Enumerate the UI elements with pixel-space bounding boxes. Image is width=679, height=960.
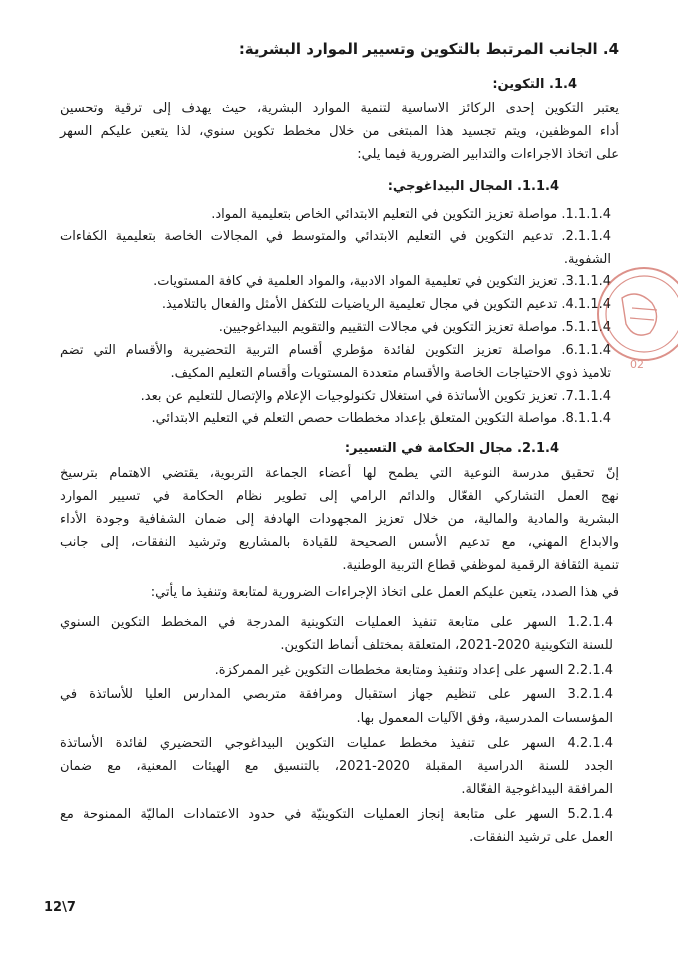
action-item-3: 3.2.1.4 السهر على تنظيم جهاز استقبال ومرافقة متربصي المدارس العليا للأساتذة في — [60, 687, 613, 702]
section-2-1-4-title: 2.1.4. مجال الحكامة في التسيير: — [344, 441, 559, 456]
main-heading: 4. الجانب المرتبط بالتكوين وتسيير الموارد البشرية: — [238, 40, 619, 58]
action-item-1-cont: للسنة التكوينية 2020-2021، المتعلقة بمختلف أنماط التكوين. — [280, 638, 613, 653]
page-number: 12\7 — [44, 900, 76, 915]
pedagogy-item-2-cont: الشفوية. — [563, 252, 611, 267]
action-item-4-cont: الجدد للسنة الدراسية المقبلة 2020-2021، بالتنسيق مع الهيئات المعنية، مع ضمان — [60, 759, 614, 774]
action-item-5: 5.2.1.4 السهر على متابعة إنجاز العمليات التكوينيّة في حدود الاعتمادات الماليّة الممنوحة مع — [60, 807, 613, 822]
governance-line-3: البشرية والمادية والمالية، من خلال تعزيز المجهودات الهادفة إلى ضمان الشفافية وجودة الأداء — [60, 512, 619, 527]
pedagogy-item-7: 7.1.1.4. تعزيز تكوين الأساتذة في استغلال تكنولوجيات الإعلام والإتصال للتعليم عن بعد. — [140, 389, 611, 404]
governance-line-5: تنمية الثقافة الرقمية لموظفي قطاع التربية الوطنية. — [342, 558, 619, 573]
intro-line-2: أداء الموظفين، ويتم تجسيد هذا المبتغى من خلال مخطط تكوين سنوي، لذا يتعين عليكم السهر — [60, 124, 619, 139]
action-item-4-end: المرافقة البيداغوجية الفعّالة. — [461, 782, 613, 797]
pedagogy-item-6: 6.1.1.4. مواصلة تعزيز التكوين لفائدة مؤطري أقسام التربية التحضيرية والأقسام التي تضم — [60, 343, 611, 358]
governance-line-1: إنّ تحقيق مدرسة النوعية التي يطمح لها أعضاء الجماعة التربوية، يقتضي الاهتمام بترسيخ — [60, 466, 619, 481]
action-item-5-cont: العمل على ترشيد النفقات. — [469, 830, 613, 845]
governance-line-4: والابداع المهني، مع تدعيم الأسس الصحيحة للقيادة بالمشاريع وترشيد النفقات، إلى جانب — [60, 535, 619, 550]
official-stamp-icon — [582, 258, 678, 378]
action-item-3-cont: المؤسسات المدرسية، وفق الآليات المعمول بها. — [356, 711, 613, 726]
pedagogy-item-5: 5.1.1.4. مواصلة تعزيز التكوين في مجالات التقييم والتقويم البيداغوجيين. — [218, 320, 611, 335]
section-1-1-4-title: 1.1.4. المجال البيداغوجي: — [387, 179, 559, 194]
pedagogy-item-3: 3.1.1.4. تعزيز التكوين في تعليمية المواد الادبية، والمواد العلمية في كافة المستويات. — [153, 274, 611, 289]
pedagogy-item-1: 1.1.1.4. مواصلة تعزيز التكوين في التعليم الابتدائي الخاص بتعليمية المواد. — [211, 207, 611, 222]
pedagogy-item-2: 2.1.1.4. تدعيم التكوين في التعليم الابتدائي والمتوسط في المجالات الخاصة بتعليمية الكفاءات — [60, 229, 611, 244]
stamp-number: 02 — [630, 358, 644, 371]
pedagogy-item-4: 4.1.1.4. تدعيم التكوين في مجال تعليمية الرياضيات للتكفل الأمثل والفعال بالتلاميذ. — [161, 297, 611, 312]
context-line: في هذا الصدد، يتعين عليكم العمل على اتخاذ الإجراءات الضرورية لمتابعة وتنفيذ ما يأتي: — [150, 585, 619, 600]
governance-line-2: نهج العمل التشاركي الفعّال والدائم الرامي إلى تطوير نظام الحكامة في تسيير الموارد — [60, 489, 619, 504]
action-item-2: 2.2.1.4 السهر على إعداد وتنفيذ ومتابعة مخططات التكوين غير الممركزة. — [214, 663, 613, 678]
intro-line-3: على اتخاذ الاجراءات والتدابير الضرورية فيما يلي: — [357, 147, 619, 162]
section-1-4-title: 1.4. التكوين: — [492, 77, 577, 92]
action-item-4: 4.2.1.4 السهر على تنفيذ مخطط عمليات التكوين البيداغوجي التحضيري لفائدة الأساتذة — [60, 736, 613, 751]
action-item-1: 1.2.1.4 السهر على متابعة تنفيذ العمليات التكوينية المدرجة في المخطط التكوين السنوي — [60, 615, 613, 630]
pedagogy-item-6-cont: تلاميذ ذوي الاحتياجات الخاصة والأقسام متعددة المستويات وأقسام التعليم المكيف. — [170, 366, 611, 381]
pedagogy-item-8: 8.1.1.4. مواصلة التكوين المتعلق بإعداد مخططات حصص التعلم في التعليم الابتدائي. — [151, 411, 611, 426]
intro-line-1: يعتبر التكوين إحدى الركائز الاساسية لتنمية الموارد البشرية، حيث يهدف إلى ترقية وتحسين — [60, 101, 619, 116]
